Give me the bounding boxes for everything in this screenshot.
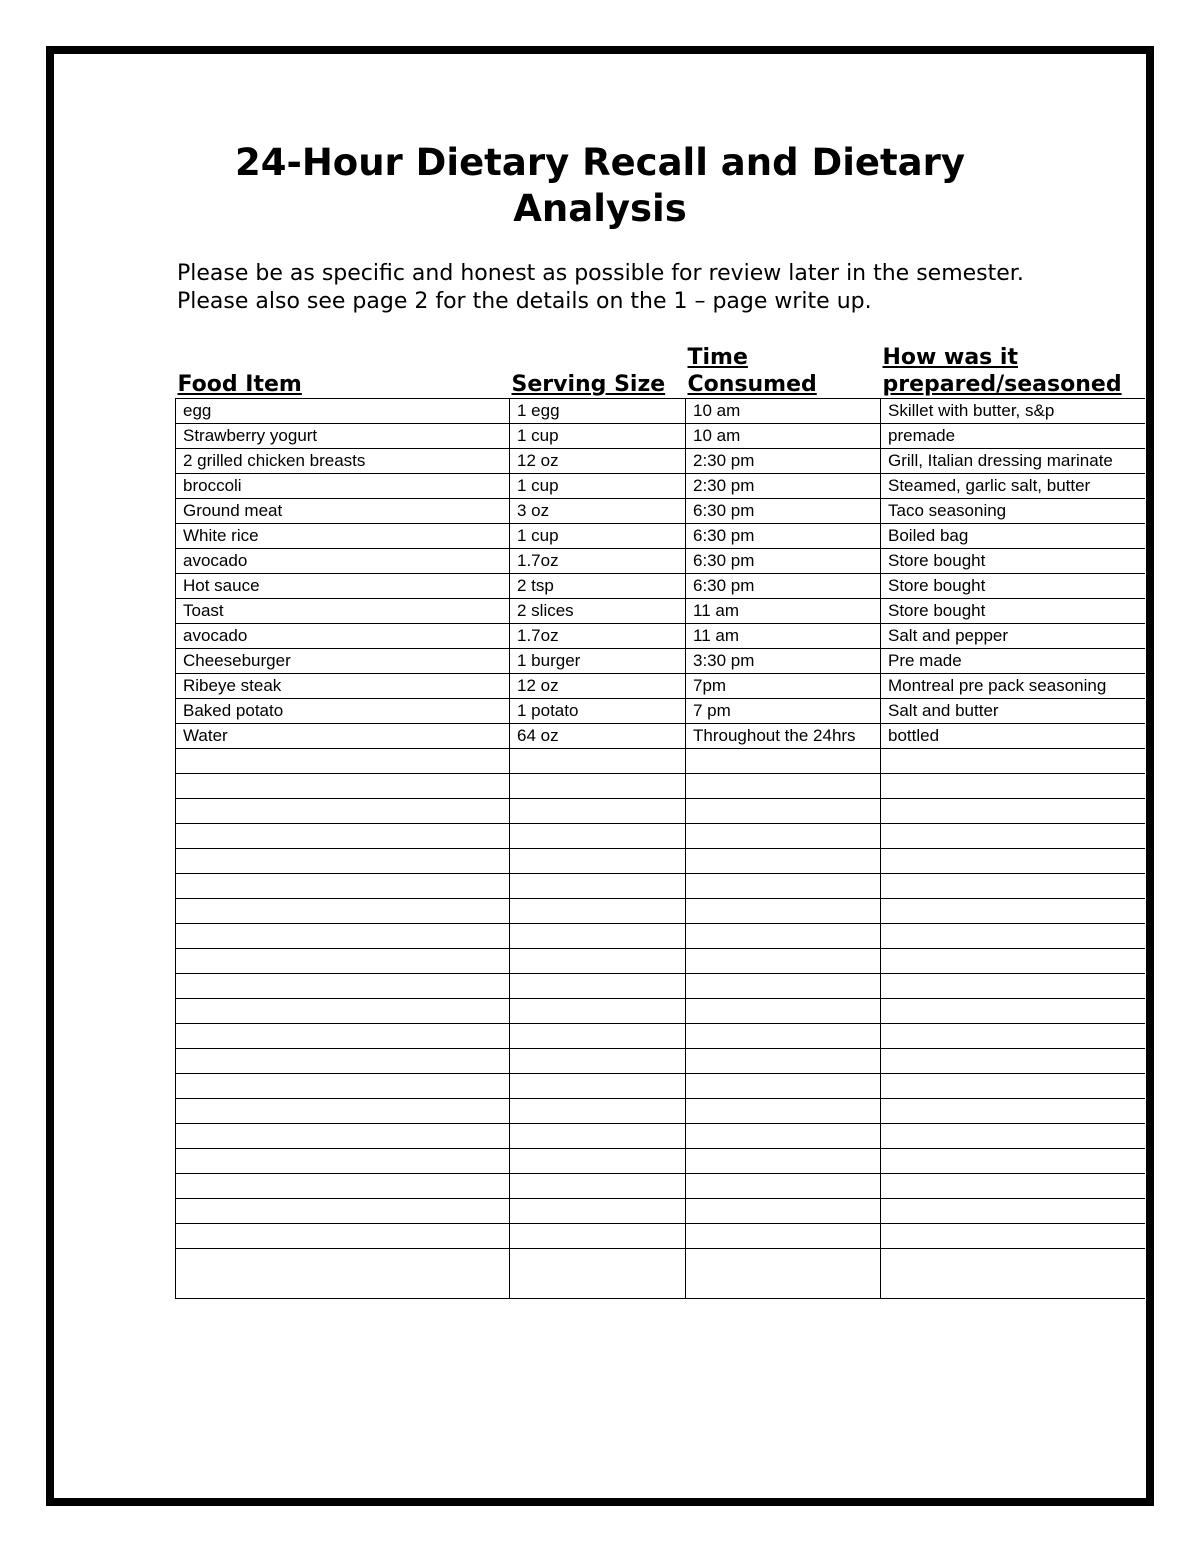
table-row: [176, 699, 1145, 724]
empty-time-consumed-cell[interactable]: [686, 824, 881, 849]
empty-table-row: [176, 949, 1145, 974]
empty-food-item-cell[interactable]: [176, 1074, 510, 1099]
time-consumed-cell[interactable]: 3:30 pm: [686, 649, 881, 674]
table-header-row: [176, 342, 1145, 399]
empty-food-item-cell[interactable]: [176, 924, 510, 949]
empty-food-item-cell[interactable]: [176, 1199, 510, 1224]
table-row: [176, 524, 1145, 549]
empty-time-consumed-cell[interactable]: [686, 924, 881, 949]
empty-time-consumed-cell[interactable]: [686, 799, 881, 824]
food-item-cell[interactable]: Toast: [176, 599, 510, 624]
empty-preparation-cell[interactable]: [881, 1124, 1145, 1149]
empty-table-row: [176, 1099, 1145, 1124]
preparation-cell[interactable]: Steamed, garlic salt, butter: [881, 474, 1145, 499]
empty-time-consumed-cell[interactable]: [686, 874, 881, 899]
time-consumed-cell[interactable]: 10 am: [686, 399, 881, 424]
empty-serving-size-cell[interactable]: [510, 974, 686, 999]
food-item-cell[interactable]: Water: [176, 724, 510, 749]
serving-size-cell[interactable]: 1.7oz: [510, 549, 686, 574]
empty-food-item-cell[interactable]: [176, 949, 510, 974]
empty-table-row: [176, 1199, 1145, 1224]
empty-table-row: [176, 799, 1145, 824]
empty-serving-size-cell[interactable]: [510, 849, 686, 874]
preparation-cell[interactable]: Salt and pepper: [881, 624, 1145, 649]
empty-serving-size-cell[interactable]: [510, 749, 686, 774]
serving-size-cell[interactable]: 3 oz: [510, 499, 686, 524]
table-row: [176, 724, 1145, 749]
header-time-consumed: Time Consumed: [686, 342, 881, 399]
empty-preparation-cell[interactable]: [881, 874, 1145, 899]
time-consumed-cell[interactable]: 2:30 pm: [686, 449, 881, 474]
serving-size-cell[interactable]: 1 potato: [510, 699, 686, 724]
empty-preparation-cell[interactable]: [881, 924, 1145, 949]
time-consumed-cell[interactable]: 11 am: [686, 599, 881, 624]
table-row: [176, 499, 1145, 524]
empty-table-row: [176, 999, 1145, 1024]
empty-serving-size-cell[interactable]: [510, 1174, 686, 1199]
empty-serving-size-cell[interactable]: [510, 1224, 686, 1249]
empty-food-item-cell[interactable]: [176, 1149, 510, 1174]
table-row: [176, 574, 1145, 599]
serving-size-cell[interactable]: 12 oz: [510, 674, 686, 699]
empty-preparation-cell[interactable]: [881, 824, 1145, 849]
time-consumed-cell[interactable]: 7 pm: [686, 699, 881, 724]
time-consumed-cell[interactable]: 6:30 pm: [686, 499, 881, 524]
empty-food-item-cell[interactable]: [176, 874, 510, 899]
serving-size-cell[interactable]: 2 tsp: [510, 574, 686, 599]
empty-preparation-cell[interactable]: [881, 749, 1145, 774]
empty-time-consumed-cell[interactable]: [686, 1149, 881, 1174]
empty-time-consumed-cell[interactable]: [686, 974, 881, 999]
empty-food-item-cell[interactable]: [176, 1224, 510, 1249]
empty-food-item-cell[interactable]: [176, 849, 510, 874]
empty-time-consumed-cell[interactable]: [686, 1174, 881, 1199]
table-row: [176, 599, 1145, 624]
empty-table-row: [176, 1224, 1145, 1249]
time-consumed-cell[interactable]: 7pm: [686, 674, 881, 699]
food-item-cell[interactable]: broccoli: [176, 474, 510, 499]
food-item-cell[interactable]: avocado: [176, 549, 510, 574]
empty-food-item-cell[interactable]: [176, 1099, 510, 1124]
time-consumed-cell[interactable]: 11 am: [686, 624, 881, 649]
empty-table-row: [176, 1024, 1145, 1049]
time-consumed-cell[interactable]: 6:30 pm: [686, 524, 881, 549]
empty-table-row: [176, 874, 1145, 899]
empty-table-row: [176, 1074, 1145, 1099]
empty-food-item-cell[interactable]: [176, 1049, 510, 1074]
time-consumed-cell[interactable]: Throughout the 24hrs: [686, 724, 881, 749]
table-body: [176, 399, 1145, 1299]
empty-serving-size-cell[interactable]: [510, 1199, 686, 1224]
serving-size-cell[interactable]: 12 oz: [510, 449, 686, 474]
food-item-cell[interactable]: White rice: [176, 524, 510, 549]
table-row: [176, 449, 1145, 474]
empty-table-row: [176, 774, 1145, 799]
empty-time-consumed-cell[interactable]: [686, 1224, 881, 1249]
preparation-cell[interactable]: Salt and butter: [881, 699, 1145, 724]
empty-food-item-cell[interactable]: [176, 1174, 510, 1199]
empty-serving-size-cell[interactable]: [510, 1074, 686, 1099]
empty-preparation-cell[interactable]: [881, 974, 1145, 999]
empty-table-row: [176, 1249, 1145, 1299]
empty-time-consumed-cell[interactable]: [686, 999, 881, 1024]
empty-preparation-cell[interactable]: [881, 999, 1145, 1024]
empty-table-row: [176, 974, 1145, 999]
time-consumed-cell[interactable]: 6:30 pm: [686, 574, 881, 599]
empty-table-row: [176, 1124, 1145, 1149]
empty-preparation-cell[interactable]: [881, 1174, 1145, 1199]
empty-preparation-cell[interactable]: [881, 949, 1145, 974]
instructions-text: Please be as specific and honest as possible for review later in the semester. Please also see page 2 for the details on the 1 – page write up.: [177, 261, 1024, 314]
empty-serving-size-cell[interactable]: [510, 949, 686, 974]
preparation-cell[interactable]: Grill, Italian dressing marinate: [881, 449, 1145, 474]
empty-time-consumed-cell[interactable]: [686, 1099, 881, 1124]
empty-food-item-cell[interactable]: [176, 749, 510, 774]
serving-size-cell[interactable]: 64 oz: [510, 724, 686, 749]
empty-table-row: [176, 924, 1145, 949]
preparation-cell[interactable]: Boiled bag: [881, 524, 1145, 549]
table-row: [176, 674, 1145, 699]
preparation-cell[interactable]: Store bought: [881, 574, 1145, 599]
empty-serving-size-cell[interactable]: [510, 899, 686, 924]
food-item-cell[interactable]: Hot sauce: [176, 574, 510, 599]
empty-time-consumed-cell[interactable]: [686, 899, 881, 924]
empty-time-consumed-cell[interactable]: [686, 1074, 881, 1099]
table-row: [176, 399, 1145, 424]
empty-preparation-cell[interactable]: [881, 1249, 1145, 1299]
food-item-cell[interactable]: avocado: [176, 624, 510, 649]
serving-size-cell[interactable]: 2 slices: [510, 599, 686, 624]
preparation-cell[interactable]: Taco seasoning: [881, 499, 1145, 524]
empty-food-item-cell[interactable]: [176, 1124, 510, 1149]
empty-serving-size-cell[interactable]: [510, 1099, 686, 1124]
empty-table-row: [176, 749, 1145, 774]
preparation-cell[interactable]: Pre made: [881, 649, 1145, 674]
preparation-cell[interactable]: Skillet with butter, s&p: [881, 399, 1145, 424]
empty-serving-size-cell[interactable]: [510, 874, 686, 899]
empty-serving-size-cell[interactable]: [510, 924, 686, 949]
empty-food-item-cell[interactable]: [176, 799, 510, 824]
empty-time-consumed-cell[interactable]: [686, 774, 881, 799]
preparation-cell[interactable]: Store bought: [881, 599, 1145, 624]
empty-time-consumed-cell[interactable]: [686, 1024, 881, 1049]
empty-preparation-cell[interactable]: [881, 899, 1145, 924]
empty-table-row: [176, 824, 1145, 849]
table-row: [176, 549, 1145, 574]
empty-preparation-cell[interactable]: [881, 1074, 1145, 1099]
dietary-recall-table: [175, 342, 1145, 1299]
empty-time-consumed-cell[interactable]: [686, 1049, 881, 1074]
empty-food-item-cell[interactable]: [176, 1024, 510, 1049]
empty-preparation-cell[interactable]: [881, 1024, 1145, 1049]
serving-size-cell[interactable]: 1 cup: [510, 424, 686, 449]
empty-serving-size-cell[interactable]: [510, 1124, 686, 1149]
empty-preparation-cell[interactable]: [881, 849, 1145, 874]
empty-preparation-cell[interactable]: [881, 1049, 1145, 1074]
header-food-item: Food Item: [176, 342, 510, 399]
preparation-cell[interactable]: Montreal pre pack seasoning: [881, 674, 1145, 699]
empty-serving-size-cell[interactable]: [510, 1024, 686, 1049]
empty-serving-size-cell[interactable]: [510, 824, 686, 849]
time-consumed-cell[interactable]: 6:30 pm: [686, 549, 881, 574]
document-title: 24-Hour Dietary Recall and Dietary Analysis: [234, 141, 965, 230]
table-row: [176, 424, 1145, 449]
empty-time-consumed-cell[interactable]: [686, 1199, 881, 1224]
empty-preparation-cell[interactable]: [881, 1199, 1145, 1224]
serving-size-cell[interactable]: 1 egg: [510, 399, 686, 424]
empty-time-consumed-cell[interactable]: [686, 849, 881, 874]
serving-size-cell[interactable]: 1.7oz: [510, 624, 686, 649]
empty-table-row: [176, 1174, 1145, 1199]
empty-preparation-cell[interactable]: [881, 774, 1145, 799]
food-item-cell[interactable]: Baked potato: [176, 699, 510, 724]
empty-food-item-cell[interactable]: [176, 774, 510, 799]
empty-table-row: [176, 1049, 1145, 1074]
empty-food-item-cell[interactable]: [176, 824, 510, 849]
food-item-cell[interactable]: Cheeseburger: [176, 649, 510, 674]
food-item-cell[interactable]: Strawberry yogurt: [176, 424, 510, 449]
empty-table-row: [176, 1149, 1145, 1174]
empty-serving-size-cell[interactable]: [510, 1049, 686, 1074]
table-row: [176, 624, 1145, 649]
empty-table-row: [176, 849, 1145, 874]
empty-preparation-cell[interactable]: [881, 1224, 1145, 1249]
empty-serving-size-cell[interactable]: [510, 799, 686, 824]
empty-food-item-cell[interactable]: [176, 974, 510, 999]
empty-time-consumed-cell[interactable]: [686, 749, 881, 774]
empty-time-consumed-cell[interactable]: [686, 1249, 881, 1299]
food-item-cell[interactable]: egg: [176, 399, 510, 424]
food-item-cell[interactable]: Ribeye steak: [176, 674, 510, 699]
empty-time-consumed-cell[interactable]: [686, 949, 881, 974]
empty-serving-size-cell[interactable]: [510, 1149, 686, 1174]
food-item-cell[interactable]: Ground meat: [176, 499, 510, 524]
preparation-cell[interactable]: Store bought: [881, 549, 1145, 574]
serving-size-cell[interactable]: 1 burger: [510, 649, 686, 674]
empty-food-item-cell[interactable]: [176, 1249, 510, 1299]
table-row: [176, 474, 1145, 499]
preparation-cell[interactable]: premade: [881, 424, 1145, 449]
empty-preparation-cell[interactable]: [881, 1149, 1145, 1174]
header-serving-size: Serving Size: [510, 342, 686, 399]
empty-food-item-cell[interactable]: [176, 999, 510, 1024]
serving-size-cell[interactable]: 1 cup: [510, 474, 686, 499]
food-item-cell[interactable]: 2 grilled chicken breasts: [176, 449, 510, 474]
time-consumed-cell[interactable]: 10 am: [686, 424, 881, 449]
preparation-cell[interactable]: bottled: [881, 724, 1145, 749]
empty-table-row: [176, 899, 1145, 924]
empty-preparation-cell[interactable]: [881, 799, 1145, 824]
empty-serving-size-cell[interactable]: [510, 774, 686, 799]
empty-preparation-cell[interactable]: [881, 1099, 1145, 1124]
table-row: [176, 649, 1145, 674]
empty-serving-size-cell[interactable]: [510, 1249, 686, 1299]
time-consumed-cell[interactable]: 2:30 pm: [686, 474, 881, 499]
empty-time-consumed-cell[interactable]: [686, 1124, 881, 1149]
serving-size-cell[interactable]: 1 cup: [510, 524, 686, 549]
header-preparation: How was it prepared/seasoned: [881, 342, 1145, 399]
empty-food-item-cell[interactable]: [176, 899, 510, 924]
empty-serving-size-cell[interactable]: [510, 999, 686, 1024]
